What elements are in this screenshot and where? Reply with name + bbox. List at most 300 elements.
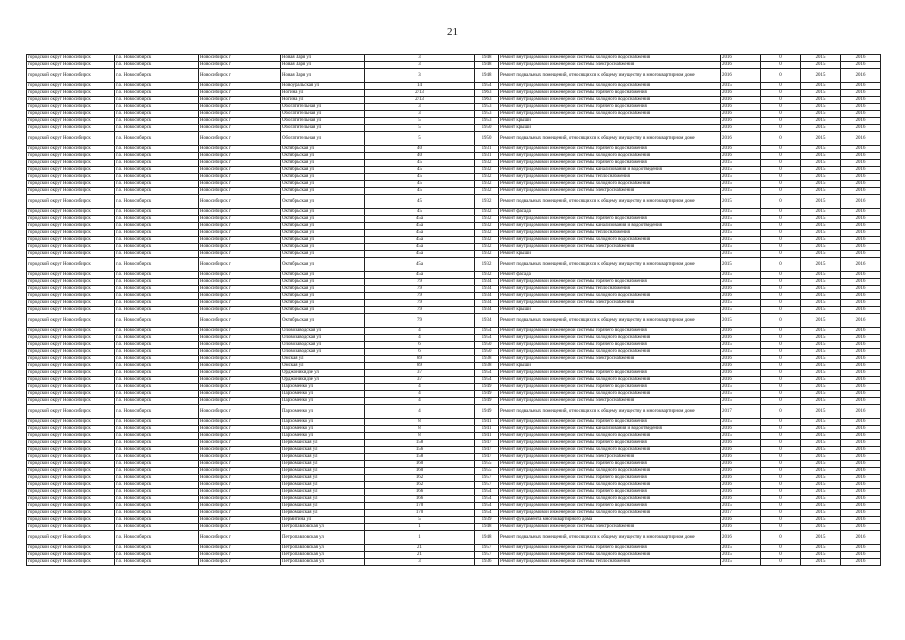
table-row [27, 426, 881, 433]
cell-work-type: Ремонт подвальных помещений, относящихся к общему имуществу в многоквартирном доме [499, 132, 721, 146]
cell-street: Пархоменко ул [281, 391, 365, 398]
cell-house-number: 158 [365, 440, 475, 447]
cell-period-end: 2016 [841, 279, 881, 286]
cell-street: Оловозаводская ул [281, 335, 365, 342]
cell-period-start: 2015 [801, 447, 841, 454]
table-row [27, 377, 881, 384]
cell-settlement: г.о. Новосибирск [115, 342, 199, 349]
cell-street: Первомайская ул [281, 440, 365, 447]
cell-period-end: 2016 [841, 559, 881, 566]
cell-house-number: 45а [365, 223, 475, 230]
cell-work-type: Ремонт внутридомовой инженерной системы холодного водоснабжения [499, 153, 721, 160]
cell-street: Первомайская ул [281, 475, 365, 482]
cell-municipality: городской округ Новосибирск [27, 237, 115, 244]
cell-settlement: г.о. Новосибирск [115, 55, 199, 62]
cell-cost: 0 [761, 475, 801, 482]
cell-municipality: городской округ Новосибирск [27, 223, 115, 230]
cell-city: Новосибирск г [199, 209, 281, 216]
cell-settlement: г.о. Новосибирск [115, 83, 199, 90]
cell-city: Новосибирск г [199, 468, 281, 475]
cell-city: Новосибирск г [199, 510, 281, 517]
cell-house-number: 5 [365, 132, 475, 146]
table-row [27, 62, 881, 69]
cell-street: Октябрьская ул [281, 272, 365, 279]
cell-period-start: 2015 [801, 545, 841, 552]
cell-settlement: г.о. Новосибирск [115, 314, 199, 328]
cell-municipality: городской округ Новосибирск [27, 153, 115, 160]
cell-plan-year: 2016 [721, 447, 761, 454]
cell-period-start: 2015 [801, 363, 841, 370]
cell-plan-year: 2015 [721, 559, 761, 566]
cell-city: Новосибирск г [199, 461, 281, 468]
cell-period-end: 2016 [841, 461, 881, 468]
cell-municipality: городской округ Новосибирск [27, 111, 115, 118]
cell-municipality: городской округ Новосибирск [27, 370, 115, 377]
cell-work-type: Ремонт внутридомовой инженерной системы канализования и водоотведения [499, 223, 721, 230]
cell-municipality: городской округ Новосибирск [27, 356, 115, 363]
cell-plan-year: 2016 [721, 370, 761, 377]
cell-build-year: 1955 [475, 461, 499, 468]
cell-settlement: г.о. Новосибирск [115, 286, 199, 293]
cell-work-type: Ремонт внутридомовой инженерной системы холодного водоснабжения [499, 433, 721, 440]
cell-city: Новосибирск г [199, 349, 281, 356]
cell-period-end: 2016 [841, 328, 881, 335]
cell-street: Обогатительная ул [281, 132, 365, 146]
cell-period-start: 2015 [801, 391, 841, 398]
cell-period-start: 2015 [801, 510, 841, 517]
cell-period-end: 2016 [841, 314, 881, 328]
cell-period-end: 2016 [841, 293, 881, 300]
cell-period-end: 2016 [841, 370, 881, 377]
cell-build-year: 1934 [475, 293, 499, 300]
cell-work-type: Ремонт внутридомовой инженерной системы электроснабжения [499, 524, 721, 531]
cell-build-year: 1932 [475, 223, 499, 230]
cell-period-start: 2015 [801, 174, 841, 181]
cell-plan-year: 2016 [721, 489, 761, 496]
cell-build-year: 1957 [475, 552, 499, 559]
cell-settlement: г.о. Новосибирск [115, 489, 199, 496]
cell-build-year: 1950 [475, 349, 499, 356]
cell-street: Октябрьская ул [281, 195, 365, 209]
cell-street: Новая Заря ул [281, 69, 365, 83]
cell-plan-year: 2015 [721, 195, 761, 209]
table-row [27, 237, 881, 244]
cell-cost: 0 [761, 258, 801, 272]
table-row [27, 447, 881, 454]
cell-house-number: 45 [365, 174, 475, 181]
cell-period-start: 2015 [801, 377, 841, 384]
cell-street: Октябрьская ул [281, 153, 365, 160]
table-row [27, 468, 881, 475]
table-row [27, 209, 881, 216]
cell-period-end: 2016 [841, 349, 881, 356]
cell-work-type: Ремонт внутридомовой инженерной системы холодного водоснабжения [499, 293, 721, 300]
cell-house-number: 79 [365, 286, 475, 293]
cell-house-number: 3 [365, 55, 475, 62]
cell-street: Первомайская ул [281, 510, 365, 517]
cell-house-number: 3 [365, 111, 475, 118]
cell-work-type: Ремонт внутридомовой инженерной системы теплоснабжения [499, 230, 721, 237]
cell-cost: 0 [761, 69, 801, 83]
table-row [27, 419, 881, 426]
cell-period-end: 2016 [841, 468, 881, 475]
table-row [27, 405, 881, 419]
capital-repair-table [26, 54, 881, 566]
cell-settlement: г.о. Новосибирск [115, 398, 199, 405]
cell-settlement: г.о. Новосибирск [115, 335, 199, 342]
cell-build-year: 1932 [475, 251, 499, 258]
cell-period-end: 2016 [841, 230, 881, 237]
cell-period-start: 2015 [801, 251, 841, 258]
cell-work-type: Ремонт внутридомовой инженерной системы горячего водоснабжения [499, 384, 721, 391]
cell-work-type: Ремонт внутридомовой инженерной системы холодного водоснабжения [499, 349, 721, 356]
cell-build-year: 1953 [475, 104, 499, 111]
cell-house-number: 5 [365, 118, 475, 125]
cell-house-number: 79 [365, 300, 475, 307]
cell-house-number: 5 [365, 517, 475, 524]
cell-street: Омская ул [281, 356, 365, 363]
cell-house-number: 170 [365, 503, 475, 510]
cell-build-year: 1931 [475, 153, 499, 160]
cell-period-end: 2016 [841, 300, 881, 307]
cell-city: Новосибирск г [199, 132, 281, 146]
cell-cost: 0 [761, 244, 801, 251]
cell-period-end: 2016 [841, 503, 881, 510]
cell-period-end: 2016 [841, 118, 881, 125]
cell-municipality: городской округ Новосибирск [27, 468, 115, 475]
table-row [27, 286, 881, 293]
cell-plan-year: 2015 [721, 258, 761, 272]
cell-work-type: Ремонт внутридомовой инженерной системы холодного водоснабжения [499, 83, 721, 90]
cell-municipality: городской округ Новосибирск [27, 496, 115, 503]
cell-work-type: Ремонт внутридомовой инженерной системы горячего водоснабжения [499, 342, 721, 349]
table-row [27, 328, 881, 335]
cell-city: Новосибирск г [199, 286, 281, 293]
cell-period-start: 2015 [801, 503, 841, 510]
cell-period-start: 2015 [801, 461, 841, 468]
cell-municipality: городской округ Новосибирск [27, 104, 115, 111]
cell-municipality: городской округ Новосибирск [27, 510, 115, 517]
cell-work-type: Ремонт внутридомовой инженерной системы горячего водоснабжения [499, 90, 721, 97]
cell-build-year: 1954 [475, 370, 499, 377]
cell-period-start: 2015 [801, 104, 841, 111]
cell-municipality: городской округ Новосибирск [27, 349, 115, 356]
cell-work-type: Ремонт внутридомовой инженерной системы горячего водоснабжения [499, 279, 721, 286]
cell-street: Пархоменко ул [281, 405, 365, 419]
cell-build-year: 1954 [475, 83, 499, 90]
cell-period-end: 2016 [841, 342, 881, 349]
cell-period-end: 2016 [841, 90, 881, 97]
cell-plan-year: 2016 [721, 496, 761, 503]
table-row [27, 118, 881, 125]
cell-street: Первомайская ул [281, 482, 365, 489]
cell-house-number: 166 [365, 489, 475, 496]
cell-build-year: 1950 [475, 342, 499, 349]
table-row [27, 97, 881, 104]
cell-build-year: 1957 [475, 545, 499, 552]
cell-period-end: 2016 [841, 69, 881, 83]
cell-plan-year: 2016 [721, 454, 761, 461]
cell-cost: 0 [761, 146, 801, 153]
cell-municipality: городской округ Новосибирск [27, 251, 115, 258]
cell-period-start: 2015 [801, 258, 841, 272]
cell-house-number: 6 [365, 349, 475, 356]
cell-city: Новосибирск г [199, 363, 281, 370]
table-row [27, 132, 881, 146]
cell-period-start: 2015 [801, 356, 841, 363]
table-row [27, 272, 881, 279]
cell-period-start: 2015 [801, 482, 841, 489]
cell-plan-year: 2016 [721, 132, 761, 146]
cell-settlement: г.о. Новосибирск [115, 328, 199, 335]
cell-settlement: г.о. Новосибирск [115, 237, 199, 244]
cell-street: Первомайская ул [281, 503, 365, 510]
cell-municipality: городской округ Новосибирск [27, 447, 115, 454]
cell-street: Октябрьская ул [281, 223, 365, 230]
cell-city: Новосибирск г [199, 524, 281, 531]
cell-build-year: 1934 [475, 279, 499, 286]
cell-cost: 0 [761, 62, 801, 69]
cell-city: Новосибирск г [199, 223, 281, 230]
cell-settlement: г.о. Новосибирск [115, 279, 199, 286]
cell-city: Новосибирск г [199, 216, 281, 223]
cell-street: Октябрьская ул [281, 293, 365, 300]
cell-cost: 0 [761, 419, 801, 426]
cell-settlement: г.о. Новосибирск [115, 167, 199, 174]
cell-plan-year: 2016 [721, 517, 761, 524]
cell-build-year: 1932 [475, 244, 499, 251]
cell-period-start: 2015 [801, 216, 841, 223]
cell-settlement: г.о. Новосибирск [115, 272, 199, 279]
cell-work-type: Ремонт внутридомовой инженерной системы холодного водоснабжения [499, 237, 721, 244]
cell-plan-year: 2015 [721, 300, 761, 307]
cell-settlement: г.о. Новосибирск [115, 160, 199, 167]
cell-work-type: Ремонт подвальных помещений, относящихся к общему имуществу в многоквартирном доме [499, 195, 721, 209]
cell-house-number: 2/13 [365, 90, 475, 97]
cell-period-start: 2015 [801, 223, 841, 230]
cell-settlement: г.о. Новосибирск [115, 209, 199, 216]
cell-municipality: городской округ Новосибирск [27, 524, 115, 531]
table-row [27, 146, 881, 153]
cell-period-start: 2015 [801, 468, 841, 475]
cell-period-start: 2015 [801, 349, 841, 356]
cell-city: Новосибирск г [199, 97, 281, 104]
cell-plan-year: 2016 [721, 363, 761, 370]
cell-build-year: 1950 [475, 132, 499, 146]
cell-city: Новосибирск г [199, 496, 281, 503]
cell-period-start: 2015 [801, 419, 841, 426]
cell-cost: 0 [761, 328, 801, 335]
cell-work-type: Ремонт внутридомовой инженерной системы электроснабжения [499, 398, 721, 405]
cell-build-year: 1941 [475, 419, 499, 426]
cell-period-end: 2016 [841, 209, 881, 216]
cell-municipality: городской округ Новосибирск [27, 293, 115, 300]
cell-house-number: 21 [365, 552, 475, 559]
cell-plan-year: 2016 [721, 461, 761, 468]
cell-period-start: 2015 [801, 125, 841, 132]
cell-work-type: Ремонт крыши [499, 307, 721, 314]
cell-settlement: г.о. Новосибирск [115, 545, 199, 552]
cell-house-number: 37 [365, 370, 475, 377]
cell-build-year: 1963 [475, 97, 499, 104]
cell-period-start: 2015 [801, 433, 841, 440]
cell-period-end: 2016 [841, 244, 881, 251]
table-row [27, 335, 881, 342]
cell-street: Орджоникидзе ул [281, 377, 365, 384]
cell-period-start: 2015 [801, 489, 841, 496]
cell-period-start: 2015 [801, 111, 841, 118]
cell-settlement: г.о. Новосибирск [115, 531, 199, 545]
cell-settlement: г.о. Новосибирск [115, 517, 199, 524]
table-row [27, 524, 881, 531]
cell-plan-year: 2016 [721, 104, 761, 111]
cell-work-type: Ремонт внутридомовой инженерной системы холодного водоснабжения [499, 377, 721, 384]
cell-cost: 0 [761, 286, 801, 293]
cell-period-end: 2016 [841, 62, 881, 69]
cell-cost: 0 [761, 307, 801, 314]
cell-city: Новосибирск г [199, 195, 281, 209]
cell-settlement: г.о. Новосибирск [115, 496, 199, 503]
table-row [27, 153, 881, 160]
cell-work-type: Ремонт крыши [499, 363, 721, 370]
cell-house-number: 156 [365, 447, 475, 454]
cell-municipality: городской округ Новосибирск [27, 391, 115, 398]
cell-cost: 0 [761, 279, 801, 286]
table-row [27, 440, 881, 447]
table-row [27, 230, 881, 237]
cell-settlement: г.о. Новосибирск [115, 118, 199, 125]
cell-city: Новосибирск г [199, 279, 281, 286]
cell-cost: 0 [761, 125, 801, 132]
cell-house-number: 158 [365, 454, 475, 461]
table-row [27, 503, 881, 510]
cell-build-year: 1931 [475, 146, 499, 153]
cell-plan-year: 2015 [721, 209, 761, 216]
cell-street: Ногина ул [281, 97, 365, 104]
cell-cost: 0 [761, 370, 801, 377]
cell-work-type: Ремонт внутридомовой инженерной системы холодного водоснабжения [499, 335, 721, 342]
cell-city: Новосибирск г [199, 489, 281, 496]
cell-cost: 0 [761, 90, 801, 97]
table-row [27, 391, 881, 398]
cell-cost: 0 [761, 454, 801, 461]
cell-cost: 0 [761, 377, 801, 384]
cell-period-end: 2016 [841, 426, 881, 433]
cell-municipality: городской округ Новосибирск [27, 377, 115, 384]
cell-street: Петропавловская ул [281, 552, 365, 559]
cell-period-end: 2016 [841, 286, 881, 293]
cell-city: Новосибирск г [199, 370, 281, 377]
cell-cost: 0 [761, 132, 801, 146]
cell-city: Новосибирск г [199, 426, 281, 433]
cell-cost: 0 [761, 209, 801, 216]
cell-build-year: 1939 [475, 517, 499, 524]
cell-municipality: городской округ Новосибирск [27, 286, 115, 293]
cell-period-end: 2016 [841, 97, 881, 104]
cell-municipality: городской округ Новосибирск [27, 475, 115, 482]
cell-period-end: 2016 [841, 153, 881, 160]
cell-city: Новосибирск г [199, 559, 281, 566]
cell-build-year: 1934 [475, 286, 499, 293]
cell-work-type: Ремонт внутридомовой инженерной системы теплоснабжения [499, 559, 721, 566]
cell-municipality: городской округ Новосибирск [27, 69, 115, 83]
cell-settlement: г.о. Новосибирск [115, 230, 199, 237]
cell-period-start: 2015 [801, 272, 841, 279]
cell-work-type: Ремонт внутридомовой инженерной системы электроснабжения [499, 356, 721, 363]
cell-period-end: 2016 [841, 545, 881, 552]
cell-settlement: г.о. Новосибирск [115, 454, 199, 461]
cell-city: Новосибирск г [199, 104, 281, 111]
cell-street: Новая Заря ул [281, 55, 365, 62]
cell-municipality: городской округ Новосибирск [27, 419, 115, 426]
cell-city: Новосибирск г [199, 62, 281, 69]
cell-build-year: 1954 [475, 328, 499, 335]
cell-house-number: 79 [365, 307, 475, 314]
cell-build-year: 1941 [475, 433, 499, 440]
cell-house-number: 14 [365, 83, 475, 90]
table-row [27, 559, 881, 566]
cell-settlement: г.о. Новосибирск [115, 363, 199, 370]
cell-cost: 0 [761, 356, 801, 363]
cell-city: Новосибирск г [199, 125, 281, 132]
cell-period-start: 2015 [801, 293, 841, 300]
table-row [27, 125, 881, 132]
cell-street: Петропавловская ул [281, 559, 365, 566]
cell-work-type: Ремонт фасада [499, 272, 721, 279]
cell-city: Новосибирск г [199, 118, 281, 125]
table-row [27, 433, 881, 440]
cell-municipality: городской округ Новосибирск [27, 300, 115, 307]
cell-cost: 0 [761, 104, 801, 111]
cell-cost: 0 [761, 195, 801, 209]
cell-period-end: 2016 [841, 447, 881, 454]
cell-city: Новосибирск г [199, 230, 281, 237]
cell-work-type: Ремонт внутридомовой инженерной системы холодного водоснабжения [499, 181, 721, 188]
cell-cost: 0 [761, 314, 801, 328]
cell-municipality: городской округ Новосибирск [27, 405, 115, 419]
cell-settlement: г.о. Новосибирск [115, 125, 199, 132]
cell-settlement: г.о. Новосибирск [115, 111, 199, 118]
cell-build-year: 1932 [475, 181, 499, 188]
cell-house-number: 6 [365, 342, 475, 349]
cell-city: Новосибирск г [199, 475, 281, 482]
cell-house-number: 160 [365, 461, 475, 468]
cell-plan-year: 2015 [721, 181, 761, 188]
table-row [27, 314, 881, 328]
cell-build-year: 1963 [475, 90, 499, 97]
cell-plan-year: 2015 [721, 216, 761, 223]
cell-cost: 0 [761, 83, 801, 90]
cell-street: Пархоменко ул [281, 419, 365, 426]
cell-settlement: г.о. Новосибирск [115, 69, 199, 83]
cell-municipality: городской округ Новосибирск [27, 552, 115, 559]
table-row [27, 342, 881, 349]
cell-house-number: 45 [365, 209, 475, 216]
cell-build-year: 1932 [475, 160, 499, 167]
cell-period-start: 2015 [801, 195, 841, 209]
cell-street: Октябрьская ул [281, 314, 365, 328]
cell-period-start: 2015 [801, 167, 841, 174]
cell-period-end: 2016 [841, 496, 881, 503]
cell-plan-year: 2015 [721, 272, 761, 279]
table-row [27, 167, 881, 174]
cell-plan-year: 2016 [721, 531, 761, 545]
cell-period-start: 2015 [801, 146, 841, 153]
cell-work-type: Ремонт внутридомовой инженерной системы горячего водоснабжения [499, 475, 721, 482]
cell-work-type: Ремонт внутридомовой инженерной системы горячего водоснабжения [499, 160, 721, 167]
cell-work-type: Ремонт внутридомовой инженерной системы электроснабжения [499, 300, 721, 307]
cell-settlement: г.о. Новосибирск [115, 384, 199, 391]
